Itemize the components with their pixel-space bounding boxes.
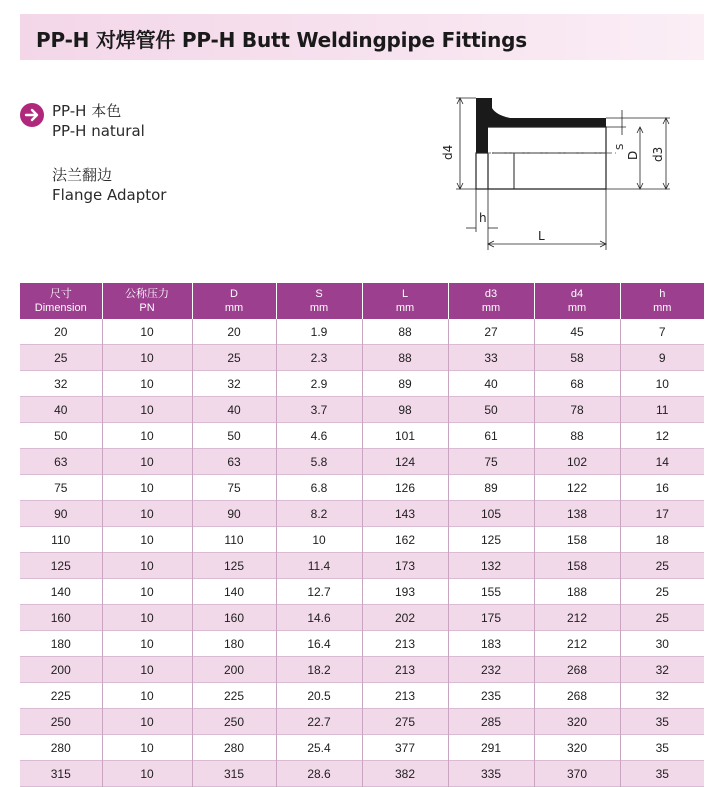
table-cell: 14.6: [276, 605, 362, 631]
s-label: S: [615, 143, 626, 150]
table-cell: 98: [362, 397, 448, 423]
table-cell: 155: [448, 579, 534, 605]
table-cell: 28.6: [276, 761, 362, 787]
material-en: PP-H natural: [52, 122, 145, 140]
table-cell: 335: [448, 761, 534, 787]
table-cell: 235: [448, 683, 534, 709]
table-cell: 10: [102, 449, 192, 475]
table-cell: 200: [20, 657, 102, 683]
table-row: [20, 423, 704, 449]
column-header: [448, 283, 534, 319]
flange-adaptor-diagram: [430, 88, 690, 258]
table-cell: 40: [20, 397, 102, 423]
table-cell: 10: [620, 371, 704, 397]
table-cell: 63: [192, 449, 276, 475]
table-cell: 20.5: [276, 683, 362, 709]
table-cell: 212: [534, 605, 620, 631]
table-cell: 320: [534, 709, 620, 735]
table-cell: 10: [102, 605, 192, 631]
table-cell: 25: [192, 345, 276, 371]
arrow-right-icon: [20, 103, 44, 127]
table-cell: 132: [448, 553, 534, 579]
table-row: [20, 527, 704, 553]
table-cell: 5.8: [276, 449, 362, 475]
table-cell: 110: [20, 527, 102, 553]
table-cell: 14: [620, 449, 704, 475]
table-cell: 50: [192, 423, 276, 449]
table-cell: 89: [448, 475, 534, 501]
page-title: PP-H 对焊管件 PP-H Butt Weldingpipe Fittings: [36, 28, 527, 52]
table-cell: 285: [448, 709, 534, 735]
d4-label: d4: [441, 144, 455, 160]
table-cell: 315: [192, 761, 276, 787]
table-cell: 10: [102, 761, 192, 787]
table-cell: 102: [534, 449, 620, 475]
column-header-top: S: [315, 288, 323, 300]
table-row: [20, 397, 704, 423]
table-cell: 12: [620, 423, 704, 449]
table-cell: 125: [20, 553, 102, 579]
product-cn: 法兰翻边: [52, 166, 113, 184]
table-cell: 90: [192, 501, 276, 527]
column-header-top: 公称压力: [125, 288, 169, 300]
table-cell: 10: [102, 735, 192, 761]
table-cell: 124: [362, 449, 448, 475]
table-row: [20, 683, 704, 709]
table-cell: 101: [362, 423, 448, 449]
column-header-bottom: Dimension: [34, 302, 87, 314]
table-cell: 320: [534, 735, 620, 761]
table-cell: 6.8: [276, 475, 362, 501]
table-cell: 22.7: [276, 709, 362, 735]
table-cell: 10: [102, 579, 192, 605]
table-cell: 32: [20, 371, 102, 397]
table-cell: 280: [192, 735, 276, 761]
column-header-top: L: [401, 288, 409, 300]
table-cell: 10: [102, 527, 192, 553]
column-header: [362, 283, 448, 319]
table-row: [20, 709, 704, 735]
title-banner: [20, 14, 704, 60]
table-cell: 40: [448, 371, 534, 397]
table-row: [20, 761, 704, 787]
table-cell: 12.7: [276, 579, 362, 605]
table-cell: 18.2: [276, 657, 362, 683]
table-cell: 16.4: [276, 631, 362, 657]
table-cell: 78: [534, 397, 620, 423]
column-header: [620, 283, 704, 319]
column-header-bottom: mm: [481, 302, 501, 314]
table-row: [20, 631, 704, 657]
table-cell: 68: [534, 371, 620, 397]
table-cell: 90: [20, 501, 102, 527]
table-cell: 88: [362, 319, 448, 345]
table-cell: 33: [448, 345, 534, 371]
table-cell: 16: [620, 475, 704, 501]
table-row: [20, 475, 704, 501]
table-cell: 280: [20, 735, 102, 761]
product-en: Flange Adaptor: [52, 186, 167, 204]
table-cell: 89: [362, 371, 448, 397]
table-row: [20, 605, 704, 631]
table-cell: 268: [534, 683, 620, 709]
table-cell: 8.2: [276, 501, 362, 527]
column-header-bottom: mm: [567, 302, 587, 314]
column-header-bottom: PN: [139, 302, 155, 314]
column-header-top: d3: [484, 288, 498, 300]
table-cell: 25.4: [276, 735, 362, 761]
column-header-top: D: [230, 288, 238, 300]
table-cell: 213: [362, 657, 448, 683]
table-cell: 4.6: [276, 423, 362, 449]
table-cell: 138: [534, 501, 620, 527]
table-row: [20, 345, 704, 371]
table-cell: 125: [448, 527, 534, 553]
table-cell: 213: [362, 631, 448, 657]
table-cell: 105: [448, 501, 534, 527]
table-cell: 250: [20, 709, 102, 735]
table-cell: 25: [620, 605, 704, 631]
table-header-row: [20, 283, 704, 319]
table-cell: 143: [362, 501, 448, 527]
table-cell: 183: [448, 631, 534, 657]
table-cell: 10: [102, 709, 192, 735]
table-cell: 45: [534, 319, 620, 345]
table-cell: 10: [102, 397, 192, 423]
table-cell: 11: [620, 397, 704, 423]
column-header-bottom: mm: [395, 302, 415, 314]
table-cell: 232: [448, 657, 534, 683]
table-cell: 27: [448, 319, 534, 345]
column-header-bottom: mm: [309, 302, 329, 314]
table-cell: 10: [102, 319, 192, 345]
table-cell: 291: [448, 735, 534, 761]
table-cell: 122: [534, 475, 620, 501]
table-cell: 212: [534, 631, 620, 657]
table-row: [20, 501, 704, 527]
table-cell: 126: [362, 475, 448, 501]
table-cell: 32: [620, 683, 704, 709]
table-cell: 173: [362, 553, 448, 579]
table-cell: 17: [620, 501, 704, 527]
table-row: [20, 579, 704, 605]
table-cell: 202: [362, 605, 448, 631]
table-cell: 9: [620, 345, 704, 371]
table-cell: 11.4: [276, 553, 362, 579]
column-header-top: d4: [570, 288, 584, 300]
table-cell: 18: [620, 527, 704, 553]
table-cell: 10: [102, 475, 192, 501]
table-cell: 275: [362, 709, 448, 735]
table-cell: 213: [362, 683, 448, 709]
table-cell: 180: [20, 631, 102, 657]
table-cell: 40: [192, 397, 276, 423]
material-cn: PP-H 本色: [52, 102, 122, 120]
table-row: [20, 735, 704, 761]
table-cell: 2.9: [276, 371, 362, 397]
table-cell: 250: [192, 709, 276, 735]
pipe-outline: [488, 127, 606, 189]
table-cell: 20: [192, 319, 276, 345]
table-cell: 140: [20, 579, 102, 605]
table-cell: 88: [534, 423, 620, 449]
table-cell: 10: [102, 553, 192, 579]
dimension-table: [20, 283, 704, 787]
table-cell: 75: [192, 475, 276, 501]
table-cell: 10: [102, 501, 192, 527]
table-cell: 377: [362, 735, 448, 761]
table-row: [20, 449, 704, 475]
column-header: [20, 283, 102, 319]
table-cell: 10: [276, 527, 362, 553]
column-header-top: 尺寸: [49, 288, 72, 300]
d3-label: d3: [651, 146, 665, 162]
table-cell: 25: [20, 345, 102, 371]
table-cell: 225: [192, 683, 276, 709]
column-header: [102, 283, 192, 319]
table-cell: 32: [620, 657, 704, 683]
column-header-top: h: [659, 288, 666, 300]
table-row: [20, 553, 704, 579]
d-label: D: [626, 150, 640, 160]
table-cell: 63: [20, 449, 102, 475]
table-cell: 160: [20, 605, 102, 631]
flange-lower: [476, 153, 488, 189]
table-row: [20, 319, 704, 345]
table-cell: 10: [102, 683, 192, 709]
table-cell: 20: [20, 319, 102, 345]
column-header: [534, 283, 620, 319]
table-cell: 193: [362, 579, 448, 605]
column-header-bottom: mm: [224, 302, 244, 314]
column-header: [276, 283, 362, 319]
table-cell: 180: [192, 631, 276, 657]
table-cell: 30: [620, 631, 704, 657]
table-cell: 10: [102, 423, 192, 449]
table-cell: 1.9: [276, 319, 362, 345]
table-cell: 158: [534, 527, 620, 553]
table-row: [20, 657, 704, 683]
table-cell: 88: [362, 345, 448, 371]
table-cell: 75: [20, 475, 102, 501]
table-cell: 50: [448, 397, 534, 423]
table-cell: 10: [102, 371, 192, 397]
table-cell: 35: [620, 709, 704, 735]
table-cell: 7: [620, 319, 704, 345]
table-cell: 35: [620, 735, 704, 761]
table-cell: 10: [102, 345, 192, 371]
table-cell: 3.7: [276, 397, 362, 423]
table-cell: 315: [20, 761, 102, 787]
table-cell: 268: [534, 657, 620, 683]
table-cell: 10: [102, 657, 192, 683]
column-header-bottom: mm: [653, 302, 672, 314]
table-cell: 25: [620, 579, 704, 605]
l-label: L: [538, 229, 545, 243]
table-cell: 58: [534, 345, 620, 371]
table-cell: 110: [192, 527, 276, 553]
column-header: [192, 283, 276, 319]
table-cell: 370: [534, 761, 620, 787]
h-label: h: [479, 211, 487, 225]
table-cell: 158: [534, 553, 620, 579]
table-cell: 35: [620, 761, 704, 787]
table-cell: 140: [192, 579, 276, 605]
table-cell: 50: [20, 423, 102, 449]
table-cell: 61: [448, 423, 534, 449]
table-cell: 2.3: [276, 345, 362, 371]
table-cell: 32: [192, 371, 276, 397]
table-cell: 10: [102, 631, 192, 657]
table-cell: 75: [448, 449, 534, 475]
table-cell: 125: [192, 553, 276, 579]
table-row: [20, 371, 704, 397]
table-cell: 25: [620, 553, 704, 579]
table-cell: 162: [362, 527, 448, 553]
table-cell: 175: [448, 605, 534, 631]
table-cell: 188: [534, 579, 620, 605]
table-cell: 382: [362, 761, 448, 787]
table-cell: 200: [192, 657, 276, 683]
table-cell: 160: [192, 605, 276, 631]
table-cell: 225: [20, 683, 102, 709]
